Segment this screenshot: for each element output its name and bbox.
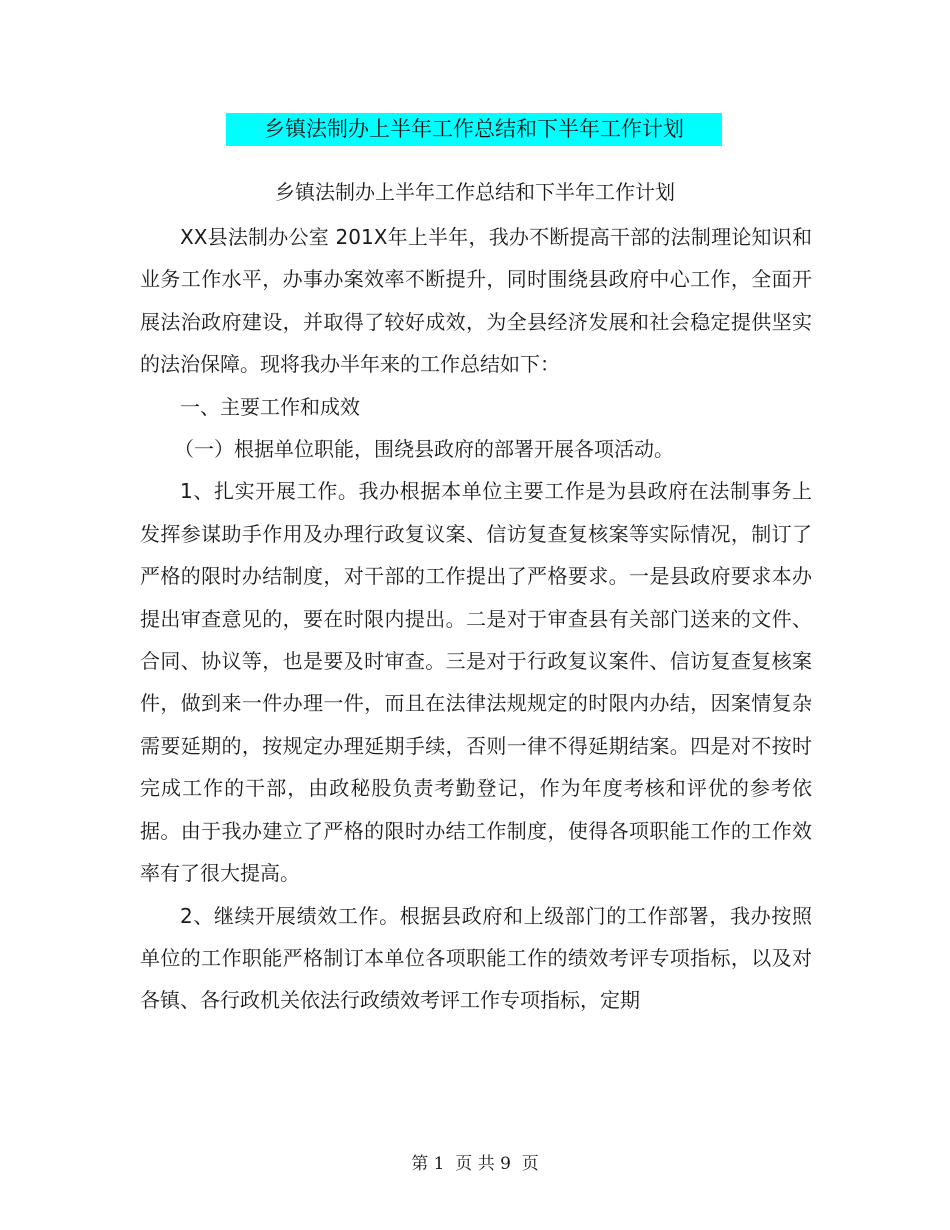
document-subtitle: 乡镇法制办上半年工作总结和下半年工作计划 xyxy=(275,180,675,204)
paragraph-item-2: 2、继续开展绩效工作。根据县政府和上级部门的工作部署，我办按照单位的工作职能严格制订本单位各项职能工作的绩效考评专项指标，以及对各镇、各行政机关依法行政绩效考评工作专项指标，定期 xyxy=(140,903,812,1013)
document-title: 乡镇法制办上半年工作总结和下半年工作计划 xyxy=(226,113,722,146)
section-heading: 一、主要工作和成效 xyxy=(180,394,360,419)
page-number-footer: 第 1 页 共 9 页 xyxy=(411,1154,539,1174)
subsection-heading: （一）根据单位职能，围绕县政府的部署开展各项活动。 xyxy=(174,437,674,462)
paragraph-item-1: 1、扎实开展工作。我办根据本单位主要工作是为县政府在法制事务上发挥参谋助手作用及办理行政复议案、信访复查复核案等实际情况，制订了严格的限时办结制度，对干部的工作提出了严格要求。一是县政府要求本办提出审查意见的，要在时限内提出。二是对于审查县有关部门送来的文件、合同、协议等，也是要及时审查。三是对于行政复议案件、信访复查复核案件，做到来一件办理一件，而且在法律法规规定的时限内办结，因案情复杂需要延期的，按规定办理延期手续，否则一律不得延期结案。四是对不按时完成工作的干部，由政秘股负责考勤登记，作为年度考核和评优的参考依据。由于我办建立了严格的限时办结工作制度，使得各项职能工作的工作效率有了很大提高。 xyxy=(140,479,812,886)
paragraph-intro: XX县法制办公室 201X年上半年，我办不断提高干部的法制理论知识和业务工作水平，办事办案效率不断提升，同时围绕县政府中心工作，全面开展法治政府建设，并取得了较好成效，为全县经济发展和社会稳定提供坚实的法治保障。现将我办半年来的工作总结如下： xyxy=(140,225,812,377)
document-body xyxy=(140,216,812,1022)
